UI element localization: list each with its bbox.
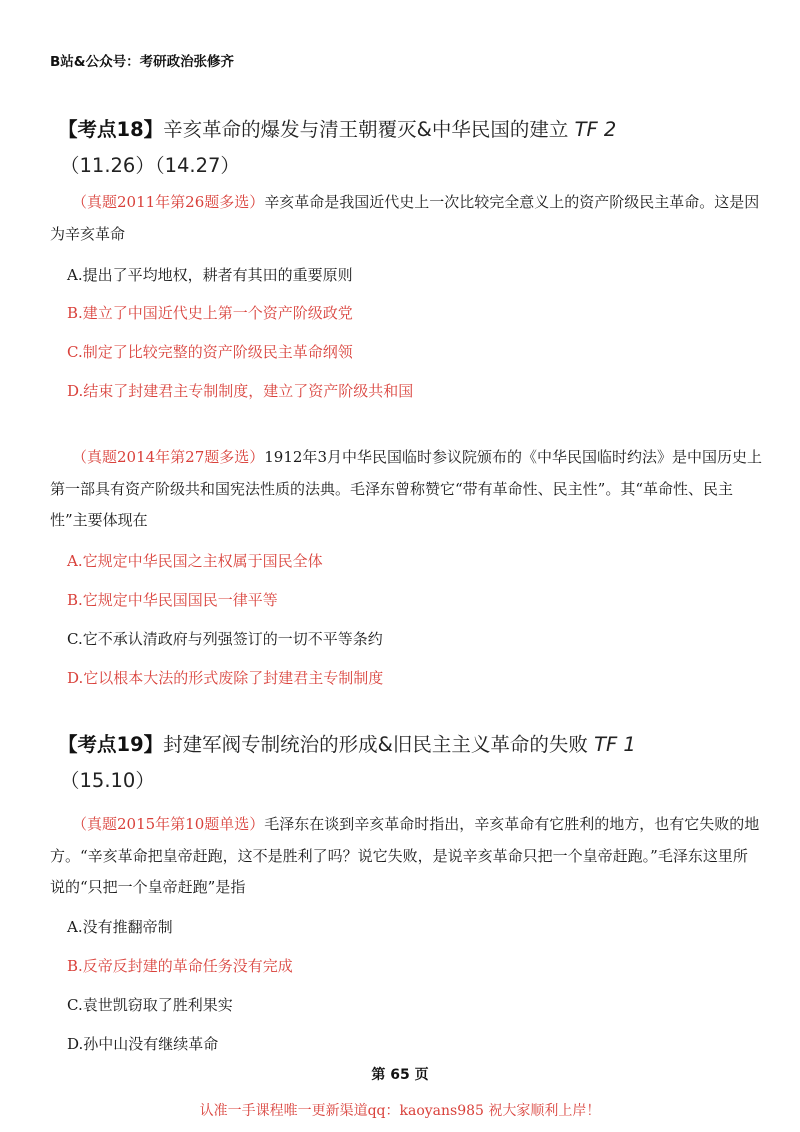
section-19-title [58, 727, 758, 799]
option-a: A.提出了平均地权，耕者有其田的重要原则 [67, 266, 353, 284]
option-a: A.它规定中华民国之主权属于国民全体 [67, 552, 323, 570]
option-a: A.没有推翻帝制 [67, 918, 173, 936]
section-title-text: 辛亥革命的爆发与清王朝覆灭&中华民国的建立 [163, 118, 569, 141]
question-text: 毛泽东在谈到辛亥革命时指出，辛亥革命有它胜利的地方，也有它失败的地方。“辛亥革命把皇帝赶跑，这不是胜利了吗？说它失败，是说辛亥革命只把一个皇帝赶跑。”毛泽东这里所说的“只把一个皇帝赶跑”是指 [50, 815, 760, 896]
question-stem [50, 187, 762, 250]
option-c: C.制定了比较完整的资产阶级民主革命纲领 [67, 343, 353, 361]
page-header: B站&公众号：考研政治张修齐 [50, 54, 235, 70]
question-stem [50, 442, 762, 537]
question-stem [50, 809, 762, 904]
tf-count: TF 1 [594, 733, 636, 756]
section-18-title [58, 112, 758, 184]
question-text: 辛亥革命是我国近代史上一次比较完全意义上的资产阶级民主革命。这是因为辛亥革命 [50, 193, 760, 243]
question-source: （真题2011年第26题多选） [72, 193, 265, 211]
option-d: D.它以根本大法的形式废除了封建君主专制制度 [67, 669, 384, 687]
question-source: （真题2014年第27题多选） [72, 448, 265, 466]
option-b: B.反帝反封建的革命任务没有完成 [67, 957, 293, 975]
option-d: D.结束了封建君主专制制度，建立了资产阶级共和国 [67, 382, 414, 400]
option-c: C.它不承认清政府与列强签订的一切不平等条约 [67, 630, 383, 648]
section-title-text: 封建军阀专制统治的形成&旧民主主义革命的失败 [163, 733, 588, 756]
section-scores: （11.26）（14.27） [60, 154, 240, 177]
option-b: B.建立了中国近代史上第一个资产阶级政党 [67, 304, 353, 322]
option-c: C.袁世凯窃取了胜利果实 [67, 996, 233, 1014]
question-text: 1912年3月中华民国临时参议院颁布的《中华民国临时约法》是中国历史上第一部具有资产阶级共和国宪法性质的法典。毛泽东曾称赞它“带有革命性、民主性”。其“革命性、民主性”主要体现在 [50, 448, 762, 529]
option-b: B.它规定中华民国国民一律平等 [67, 591, 278, 609]
question-source: （真题2015年第10题单选） [72, 815, 265, 833]
section-scores: （15.10） [60, 769, 155, 792]
section-label: 【考点18】 [58, 118, 164, 141]
page-number: 第 65 页 [371, 1067, 429, 1083]
tf-count: TF 2 [574, 118, 617, 141]
footer-notice: 认准一手课程唯一更新渠道qq：kaoyans985 祝大家顺利上岸！ [199, 1103, 601, 1119]
option-d: D.孙中山没有继续革命 [67, 1035, 219, 1053]
section-label: 【考点19】 [58, 733, 164, 756]
